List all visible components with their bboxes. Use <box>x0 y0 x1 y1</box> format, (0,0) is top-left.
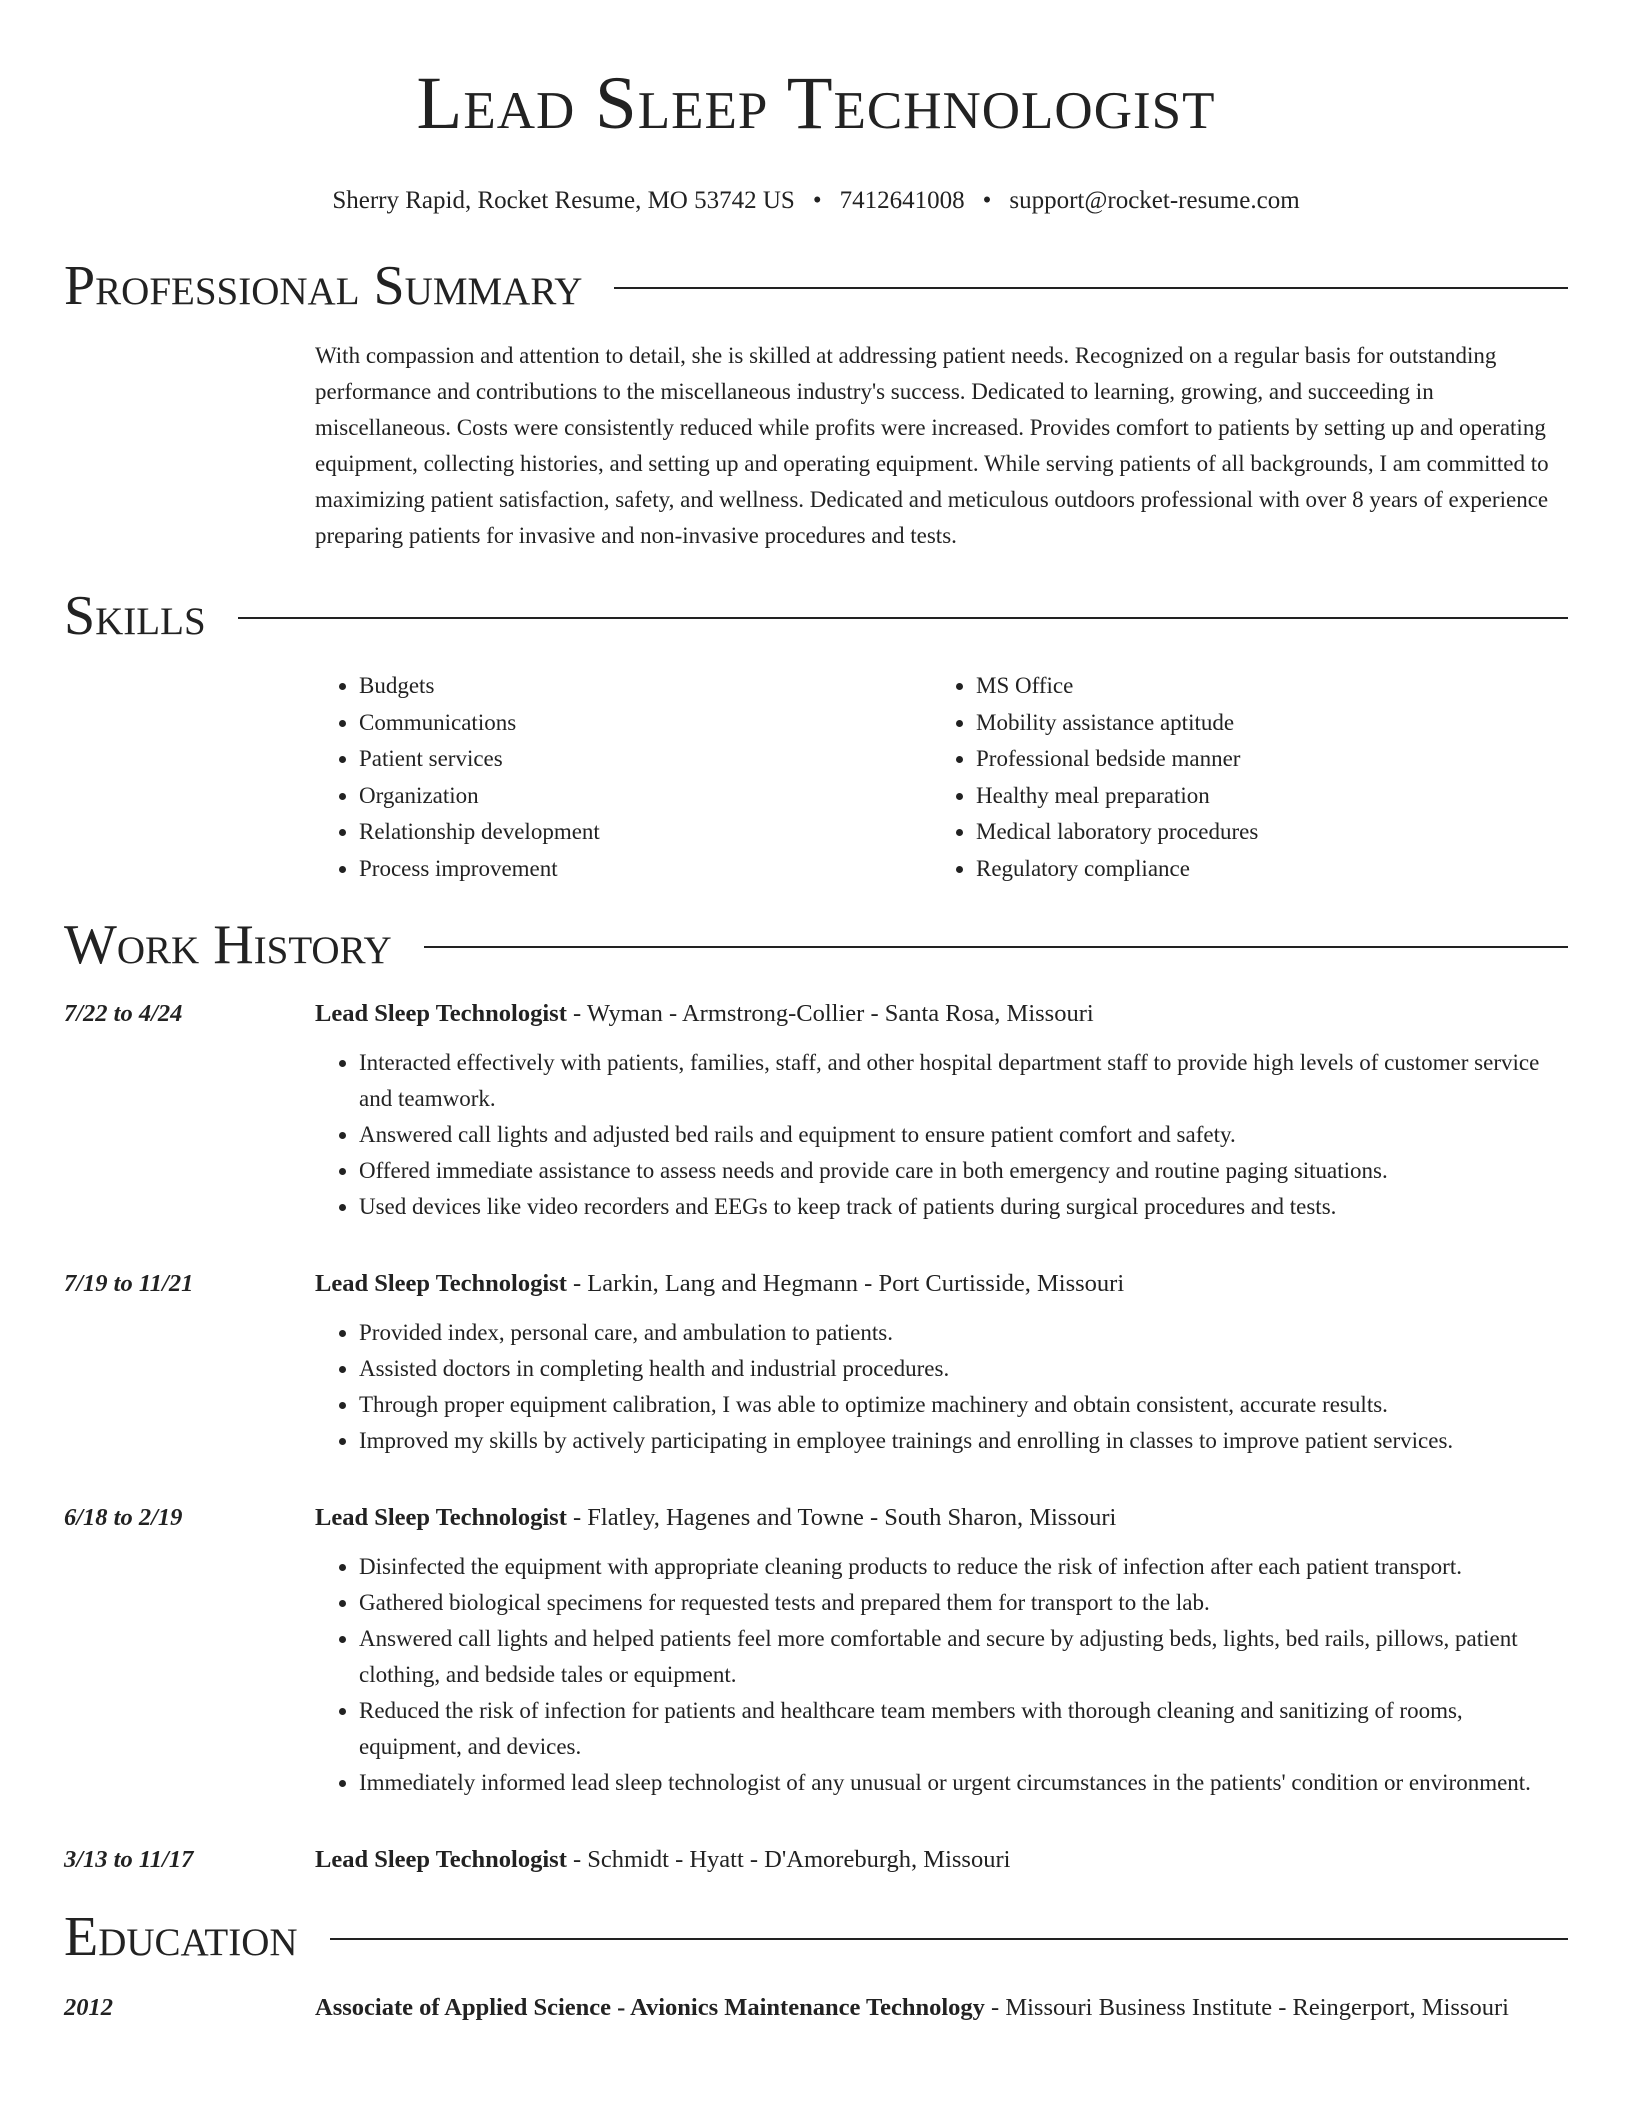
skill-item: • Process improvement <box>359 851 932 888</box>
skills-list <box>315 668 1568 887</box>
skill-item: • Relationship development <box>359 814 932 851</box>
skills-section-header <box>64 586 1568 646</box>
skill-item: • Patient services <box>359 741 932 778</box>
skills-heading: Skills <box>64 585 206 647</box>
contact-phone: 7412641008 <box>839 187 965 214</box>
education-year: 2012 <box>64 1994 113 2021</box>
education-section-header <box>64 1907 1568 1967</box>
job-title: Lead Sleep Technologist <box>315 1846 567 1873</box>
contact-line <box>64 186 1568 216</box>
contact-separator: • <box>982 187 992 214</box>
job-bullet: • Interacted effectively with patients, families, staff, and other hospital department staff to provide high levels of customer service and teamwork. <box>359 1045 1568 1117</box>
section-divider <box>330 1938 1568 1940</box>
job-bullets <box>315 1315 1568 1459</box>
job-bullet: • Answered call lights and adjusted bed rails and equipment to ensure patient comfort and safety. <box>359 1117 1568 1153</box>
job-details: - Wyman - Armstrong-Collier - Santa Rosa, Missouri <box>566 1000 1094 1027</box>
resume-title: Lead Sleep Technologist <box>416 62 1216 145</box>
job-dates: 3/13 to 11/17 <box>64 1846 194 1873</box>
job-bullet: • Immediately informed lead sleep technologist of any unusual or urgent circumstances in the patients' condition or environment. <box>359 1765 1568 1801</box>
job-bullet: • Answered call lights and helped patients feel more comfortable and secure by adjusting beds, lights, bed rails, pillows, patient clothing, and bedside tales or equipment. <box>359 1621 1568 1693</box>
job-dates: 7/19 to 11/21 <box>64 1270 194 1297</box>
summary-text: With compassion and attention to detail, she is skilled at addressing patient needs. Recognized on a regular basis for outstanding performance and contributions to the miscellaneous industry's success. Dedicated to learning, growing, and succeeding in miscellaneous. Costs were consistently reduced while profits were increased. Provides comfort to patients by setting up and operating equipment, collecting histories, and setting up and operating equipment. While serving patients of all backgrounds, I am committed to maximizing patient satisfaction, safety, and wellness. Dedicated and meticulous outdoors professional with over 8 years of experience preparing patients for invasive and non-invasive procedures and tests. <box>315 343 1549 548</box>
contact-email: support@rocket-resume.com <box>1009 187 1300 214</box>
skill-item: • MS Office <box>976 668 1549 705</box>
skill-item: • Budgets <box>359 668 932 705</box>
job-bullet: • Provided index, personal care, and ambulation to patients. <box>359 1315 1568 1351</box>
job-heading <box>315 995 1094 1033</box>
summary-heading: Professional Summary <box>64 255 583 317</box>
job-bullet: • Improved my skills by actively participating in employee trainings and enrolling in classes to improve patient services. <box>359 1423 1568 1459</box>
job-dates: 6/18 to 2/19 <box>64 1504 183 1531</box>
job-bullet: • Gathered biological specimens for requested tests and prepared them for transport to the lab. <box>359 1585 1568 1621</box>
job-bullet: • Assisted doctors in completing health and industrial procedures. <box>359 1351 1568 1387</box>
job-heading <box>315 1265 1124 1303</box>
work-heading: Work History <box>64 914 392 976</box>
summary-section-header <box>64 256 1568 316</box>
work-section-header <box>64 915 1568 975</box>
education-heading-line <box>315 1989 1509 2027</box>
job-bullet: • Used devices like video recorders and EEGs to keep track of patients during surgical procedures and tests. <box>359 1189 1568 1225</box>
skill-item: • Healthy meal preparation <box>976 778 1549 815</box>
section-divider <box>614 287 1568 289</box>
job-heading <box>315 1841 1010 1879</box>
job-bullet: • Through proper equipment calibration, I was able to optimize machinery and obtain consistent, accurate results. <box>359 1387 1568 1423</box>
job-bullet: • Disinfected the equipment with appropriate cleaning products to reduce the risk of infection after each patient transport. <box>359 1549 1568 1585</box>
job-dates: 7/22 to 4/24 <box>64 1000 183 1027</box>
skill-item: • Regulatory compliance <box>976 851 1549 888</box>
section-divider <box>238 617 1568 619</box>
job-details: - Flatley, Hagenes and Towne - South Sharon, Missouri <box>566 1504 1117 1531</box>
job-entry-header <box>64 995 1568 1033</box>
contact-address: Sherry Rapid, Rocket Resume, MO 53742 US <box>332 187 795 214</box>
education-details: - Missouri Business Institute - Reingerport, Missouri <box>984 1994 1509 2021</box>
job-bullets <box>315 1045 1568 1225</box>
job-bullet: • Offered immediate assistance to assess needs and provide care in both emergency and routine paging situations. <box>359 1153 1568 1189</box>
job-entry-header <box>64 1499 1568 1537</box>
skill-item: • Professional bedside manner <box>976 741 1549 778</box>
education-entry <box>64 1989 1568 2027</box>
job-details: - Schmidt - Hyatt - D'Amoreburgh, Missouri <box>566 1846 1011 1873</box>
skill-item: • Communications <box>359 705 932 742</box>
education-degree: Associate of Applied Science - Avionics Maintenance Technology <box>315 1994 985 2021</box>
job-title: Lead Sleep Technologist <box>315 1270 567 1297</box>
skill-item: • Organization <box>359 778 932 815</box>
contact-separator: • <box>812 187 822 214</box>
section-divider <box>424 946 1568 948</box>
job-bullets <box>315 1549 1568 1801</box>
job-entry-header <box>64 1841 1568 1879</box>
job-heading <box>315 1499 1116 1537</box>
job-bullet: • Reduced the risk of infection for patients and healthcare team members with thorough cleaning and sanitizing of rooms, equipment, and devices. <box>359 1693 1568 1765</box>
job-entry-header <box>64 1265 1568 1303</box>
job-details: - Larkin, Lang and Hegmann - Port Curtisside, Missouri <box>566 1270 1125 1297</box>
job-title: Lead Sleep Technologist <box>315 1000 567 1027</box>
skills-column-right <box>932 668 1549 887</box>
skills-column-left <box>315 668 932 887</box>
education-heading: Education <box>64 1906 298 1968</box>
skill-item: • Medical laboratory procedures <box>976 814 1549 851</box>
skill-item: • Mobility assistance aptitude <box>976 705 1549 742</box>
job-title: Lead Sleep Technologist <box>315 1504 567 1531</box>
